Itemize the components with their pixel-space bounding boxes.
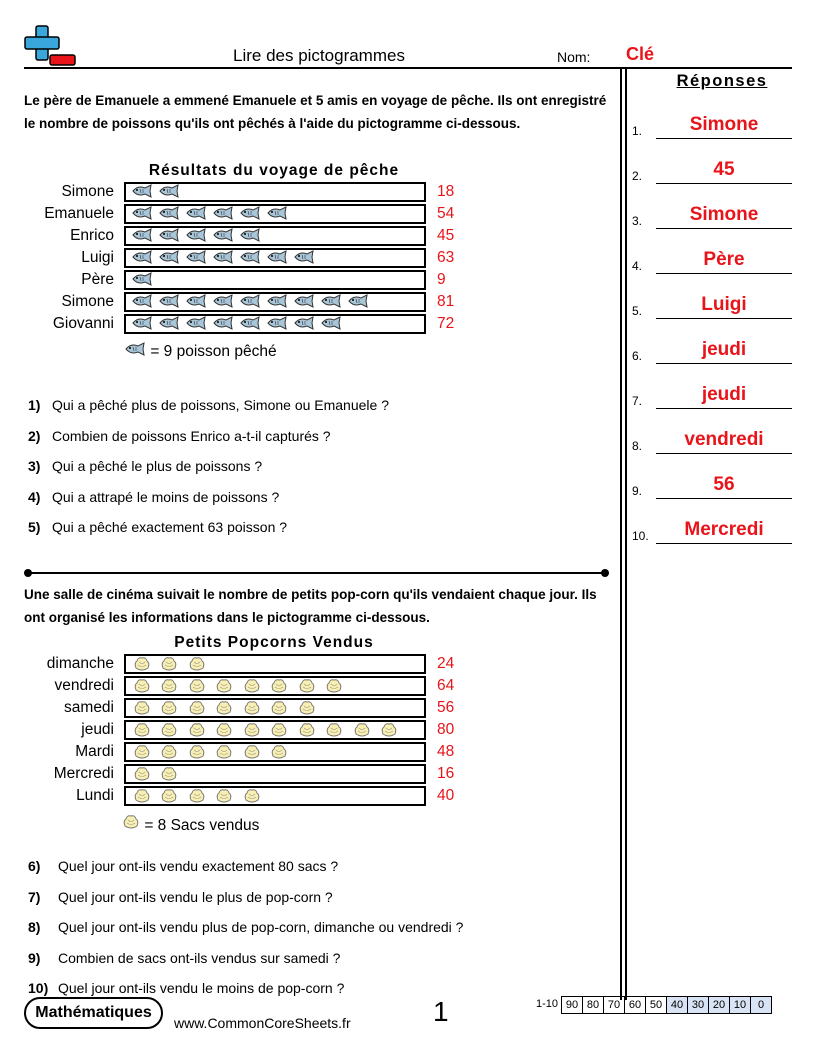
- popcorn-icon: [183, 744, 211, 762]
- answer-line: [656, 318, 792, 319]
- column-divider: [625, 68, 627, 1000]
- answer-line: [656, 363, 792, 364]
- question-text: Quel jour ont-ils vendu le moins de pop-corn ?: [58, 980, 345, 996]
- pictogram-row: [124, 248, 426, 268]
- math-logo-icon: [24, 24, 76, 68]
- answer-number: 3.: [632, 214, 643, 228]
- fish-icon: [263, 250, 290, 268]
- pictogram-row: [124, 698, 426, 718]
- answer-value: 56: [713, 474, 735, 495]
- score-cell: 20: [708, 996, 730, 1014]
- answer-number: 6.: [632, 349, 643, 363]
- fish-icon: [128, 272, 155, 290]
- answer-value: Simone: [689, 204, 759, 225]
- popcorn-icon: [183, 700, 211, 718]
- score-cell: 60: [624, 996, 646, 1014]
- popcorn-icon: [238, 678, 266, 696]
- fish-icon: [182, 316, 209, 334]
- fish-icon: [236, 316, 263, 334]
- row-value: 64: [437, 677, 455, 694]
- fish-icon: [182, 294, 209, 312]
- popcorn-icon: [238, 700, 266, 718]
- fish-icon: [182, 228, 209, 246]
- popcorn-icon: [211, 678, 239, 696]
- question-number: 5): [28, 519, 41, 535]
- fish-icon: [209, 250, 236, 268]
- popcorn-icon: [156, 766, 184, 784]
- pictogram-row: [124, 270, 426, 290]
- row-label: Simone: [61, 293, 114, 310]
- popcorn-icon: [211, 788, 239, 806]
- row-value: 18: [437, 183, 455, 200]
- question-text: Qui a pêché exactement 63 poisson ?: [52, 519, 288, 535]
- answer-line: [656, 498, 792, 499]
- popcorn-icon: [156, 722, 184, 740]
- question-text: Combien de poissons Enrico a-t-il capturés ?: [52, 427, 331, 444]
- pictogram-row: [124, 182, 426, 202]
- fish-icon: [155, 206, 182, 224]
- question: [28, 950, 340, 966]
- pictogram-row: [124, 314, 426, 334]
- row-value: 40: [437, 787, 455, 804]
- answer-value: Luigi: [701, 294, 747, 315]
- popcorn-icon: [183, 678, 211, 696]
- answer-line: [656, 408, 792, 409]
- question-number: 9): [28, 949, 41, 966]
- row-value: 45: [437, 227, 455, 244]
- popcorn-icon: [211, 744, 239, 762]
- answer-value: 45: [713, 159, 735, 180]
- question: [28, 458, 262, 474]
- row-label: Enrico: [70, 227, 114, 244]
- question-number: 7): [28, 888, 41, 905]
- row-value: 48: [437, 743, 455, 760]
- fish-icon: [209, 206, 236, 224]
- name-value: Clé: [626, 44, 655, 64]
- answer-line: [656, 183, 792, 184]
- fish-icon: [128, 250, 155, 268]
- fish-icon: [182, 206, 209, 224]
- fishing-chart-title: Résultats du voyage de pêche: [148, 162, 400, 179]
- question-number: 4): [28, 488, 41, 505]
- popcorn-icon: [293, 678, 321, 696]
- popcorn-icon: [183, 722, 211, 740]
- question-text: Qui a attrapé le moins de poissons ?: [52, 488, 280, 505]
- question: [28, 980, 344, 996]
- fish-icon: [263, 294, 290, 312]
- answer-value: jeudi: [701, 384, 747, 405]
- popcorn-icon: [156, 700, 184, 718]
- fish-icon: [290, 250, 317, 268]
- fish-icon: [128, 294, 155, 312]
- fish-icon: [155, 316, 182, 334]
- score-cell: 10: [729, 996, 751, 1014]
- popcorn-icon: [128, 744, 156, 762]
- question: [28, 889, 333, 905]
- divider-dot: [601, 569, 609, 577]
- pictogram-row: [124, 226, 426, 246]
- question-number: 10): [28, 980, 49, 996]
- pictogram-row: [124, 764, 426, 784]
- fish-icon: [155, 294, 182, 312]
- score-cell: 50: [645, 996, 667, 1014]
- fish-icon: [182, 250, 209, 268]
- popcorn-icon: [348, 722, 376, 740]
- row-value: 9: [437, 271, 446, 288]
- row-label: dimanche: [46, 655, 114, 672]
- popcorn-icon: [266, 678, 294, 696]
- question-text: Combien de sacs ont-ils vendus sur samedi ?: [58, 949, 341, 966]
- page-number: 1: [433, 996, 449, 1027]
- fish-icon: [263, 316, 290, 334]
- fish-icon: [263, 206, 290, 224]
- fish-icon: [209, 228, 236, 246]
- pictogram-row: [124, 204, 426, 224]
- popcorn-icon: [128, 678, 156, 696]
- question-number: 8): [28, 919, 41, 935]
- fish-icon: [155, 228, 182, 246]
- fish-icon: [290, 316, 317, 334]
- answer-number: 10.: [632, 529, 649, 543]
- popcorn-icon: [183, 788, 211, 806]
- row-label: Mercredi: [53, 765, 114, 782]
- popcorn-icon: [321, 722, 349, 740]
- row-value: 16: [437, 765, 455, 782]
- popcorn-icon: [156, 656, 184, 674]
- popcorn-icon: [128, 700, 156, 718]
- question-number: 1): [28, 397, 41, 413]
- site-url: www.CommonCoreSheets.fr: [174, 1015, 351, 1031]
- answer-number: 5.: [632, 304, 643, 318]
- section1-intro: Le père de Emanuele a emmené Emanuele et 5 amis en voyage de pêche. Ils ont enregistré le nombre de poissons qu'ils ont pêchés à l'aide du pictogramme ci-dessous.: [24, 93, 607, 131]
- name-label: Nom:: [557, 49, 591, 65]
- answer-number: 1.: [632, 124, 643, 138]
- header-rule: [24, 67, 792, 69]
- pictogram-row: [124, 786, 426, 806]
- score-scale: [532, 996, 772, 1014]
- fish-icon: [155, 184, 182, 202]
- row-label: Mardi: [75, 743, 114, 760]
- fish-icon: [209, 316, 236, 334]
- popcorn-icon: [211, 722, 239, 740]
- subject-badge: Mathématiques: [24, 997, 163, 1029]
- question-number: 3): [28, 458, 41, 474]
- fishing-legend-text: = 9 poisson pêché: [150, 343, 277, 360]
- answer-number: 2.: [632, 169, 643, 183]
- row-label: jeudi: [81, 721, 114, 738]
- answer-line: [656, 228, 792, 229]
- fishing-legend: [124, 342, 277, 361]
- answer-value: jeudi: [701, 339, 747, 360]
- popcorn-icon: [211, 700, 239, 718]
- fish-icon: [236, 206, 263, 224]
- popcorn-icon: [156, 744, 184, 762]
- fish-icon: [290, 294, 317, 312]
- answer-number: 7.: [632, 394, 643, 408]
- row-label: Emanuele: [44, 205, 114, 222]
- fish-icon: [236, 228, 263, 246]
- popcorn-legend-text: = 8 Sacs vendus: [144, 817, 260, 834]
- pictogram-row: [124, 742, 426, 762]
- answers-heading: Réponses: [676, 72, 768, 90]
- popcorn-icon: [376, 722, 404, 740]
- column-divider: [620, 68, 622, 1000]
- popcorn-icon: [128, 788, 156, 806]
- question-number: 6): [28, 858, 41, 874]
- popcorn-chart-title: Petits Popcorns Vendus: [174, 634, 374, 651]
- question: [28, 519, 287, 535]
- answer-line: [656, 453, 792, 454]
- answer-value: vendredi: [684, 429, 764, 450]
- popcorn-icon: [266, 700, 294, 718]
- answer-line: [656, 543, 792, 544]
- score-cell: 0: [750, 996, 772, 1014]
- row-value: 54: [437, 205, 455, 222]
- score-scale-label: 1-10: [536, 998, 559, 1010]
- popcorn-icon: [156, 678, 184, 696]
- row-value: 63: [437, 249, 455, 266]
- question-text: Quel jour ont-ils vendu exactement 80 sacs ?: [58, 858, 339, 874]
- question-text: Qui a pêché le plus de poissons ?: [52, 458, 263, 474]
- popcorn-icon: [266, 722, 294, 740]
- question-text: Quel jour ont-ils vendu le plus de pop-corn ?: [58, 888, 333, 905]
- answer-number: 4.: [632, 259, 643, 273]
- row-label: Giovanni: [52, 315, 114, 332]
- question: [28, 858, 338, 874]
- row-label: vendredi: [54, 677, 114, 694]
- popcorn-icon: [128, 766, 156, 784]
- question-number: 2): [28, 427, 41, 444]
- question: [28, 397, 389, 413]
- score-cell: 30: [687, 996, 709, 1014]
- fish-icon: [344, 294, 371, 312]
- pictogram-row: [124, 720, 426, 740]
- answer-line: [656, 273, 792, 274]
- row-label: Luigi: [81, 249, 114, 266]
- score-cell: 40: [666, 996, 688, 1014]
- score-cell: 90: [561, 996, 583, 1014]
- fish-icon: [128, 228, 155, 246]
- fish-icon: [209, 294, 236, 312]
- row-value: 80: [437, 721, 455, 738]
- row-label: Lundi: [76, 787, 114, 804]
- score-cell: 80: [582, 996, 604, 1014]
- popcorn-icon: [293, 722, 321, 740]
- popcorn-icon: [266, 744, 294, 762]
- fish-icon: [124, 343, 146, 360]
- fish-icon: [128, 206, 155, 224]
- question-text: Qui a pêché plus de poissons, Simone ou Emanuele ?: [52, 397, 389, 413]
- question: [28, 919, 463, 935]
- fish-icon: [317, 294, 344, 312]
- popcorn-icon: [293, 700, 321, 718]
- popcorn-icon: [238, 788, 266, 806]
- score-cell: 70: [603, 996, 625, 1014]
- answer-value: Simone: [689, 114, 759, 135]
- question-text: Quel jour ont-ils vendu plus de pop-corn, dimanche ou vendredi ?: [58, 919, 464, 935]
- fish-icon: [128, 184, 155, 202]
- fish-icon: [236, 250, 263, 268]
- popcorn-icon: [128, 722, 156, 740]
- worksheet-title: Lire des pictogrammes: [233, 46, 405, 65]
- section2-intro: Une salle de cinéma suivait le nombre de petits pop-corn qu'ils vendaient chaque jour. Ils ont organisé les informations dans le pictogramme ci-dessous.: [24, 587, 597, 625]
- answer-number: 8.: [632, 439, 643, 453]
- section-divider: [28, 572, 606, 574]
- fish-icon: [236, 294, 263, 312]
- row-value: 81: [437, 293, 455, 310]
- popcorn-legend: [122, 814, 259, 835]
- row-value: 24: [437, 655, 455, 672]
- popcorn-icon: [238, 722, 266, 740]
- popcorn-icon: [122, 817, 140, 834]
- row-value: 72: [437, 315, 455, 332]
- fish-icon: [128, 316, 155, 334]
- pictogram-row: [124, 654, 426, 674]
- answer-number: 9.: [632, 484, 643, 498]
- popcorn-icon: [238, 744, 266, 762]
- answer-value: Père: [703, 249, 745, 270]
- question: [28, 428, 331, 444]
- answer-line: [656, 138, 792, 139]
- fish-icon: [155, 250, 182, 268]
- fish-icon: [317, 316, 344, 334]
- popcorn-icon: [183, 656, 211, 674]
- answer-value: Mercredi: [684, 519, 764, 540]
- row-label: Père: [81, 271, 114, 288]
- pictogram-row: [124, 292, 426, 312]
- row-value: 56: [437, 699, 455, 716]
- pictogram-row: [124, 676, 426, 696]
- popcorn-icon: [156, 788, 184, 806]
- row-label: samedi: [64, 699, 114, 716]
- question: [28, 489, 279, 505]
- popcorn-icon: [321, 678, 349, 696]
- row-label: Simone: [61, 183, 114, 200]
- popcorn-icon: [128, 656, 156, 674]
